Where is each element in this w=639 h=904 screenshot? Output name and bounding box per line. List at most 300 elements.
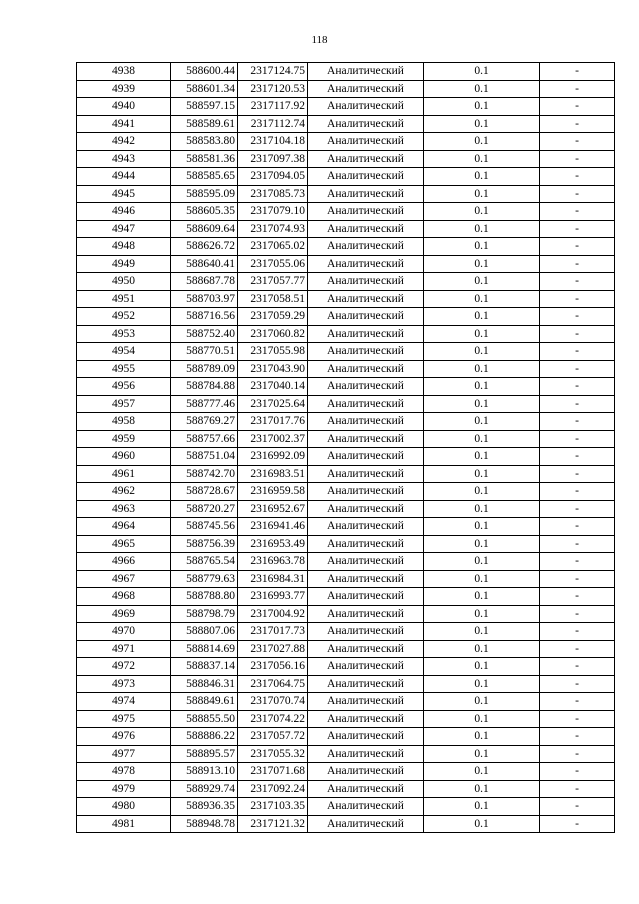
accuracy-cell: 0.1 [424, 710, 540, 728]
y-coordinate-cell: 2317085.73 [238, 185, 308, 203]
accuracy-cell: 0.1 [424, 203, 540, 221]
y-coordinate-cell: 2317079.10 [238, 203, 308, 221]
accuracy-cell: 0.1 [424, 658, 540, 676]
x-coordinate-cell: 588789.09 [171, 360, 238, 378]
table-row [77, 115, 615, 133]
accuracy-cell: 0.1 [424, 115, 540, 133]
x-coordinate-cell: 588752.40 [171, 325, 238, 343]
x-coordinate-cell: 588595.09 [171, 185, 238, 203]
table-row [77, 623, 615, 641]
description-cell: - [540, 763, 615, 781]
accuracy-cell: 0.1 [424, 80, 540, 98]
table-row [77, 220, 615, 238]
table-row [77, 693, 615, 711]
table-row [77, 553, 615, 571]
table-row [77, 500, 615, 518]
method-cell: Аналитический [308, 63, 424, 81]
point-number-cell: 4978 [77, 763, 171, 781]
table-row [77, 675, 615, 693]
y-coordinate-cell: 2317060.82 [238, 325, 308, 343]
x-coordinate-cell: 588777.46 [171, 395, 238, 413]
y-coordinate-cell: 2317104.18 [238, 133, 308, 151]
y-coordinate-cell: 2317064.75 [238, 675, 308, 693]
accuracy-cell: 0.1 [424, 413, 540, 431]
accuracy-cell: 0.1 [424, 395, 540, 413]
description-cell: - [540, 168, 615, 186]
point-number-cell: 4960 [77, 448, 171, 466]
y-coordinate-cell: 2317057.72 [238, 728, 308, 746]
point-number-cell: 4979 [77, 780, 171, 798]
point-number-cell: 4959 [77, 430, 171, 448]
point-number-cell: 4969 [77, 605, 171, 623]
method-cell: Аналитический [308, 343, 424, 361]
method-cell: Аналитический [308, 605, 424, 623]
x-coordinate-cell: 588585.65 [171, 168, 238, 186]
method-cell: Аналитический [308, 80, 424, 98]
y-coordinate-cell: 2317025.64 [238, 395, 308, 413]
x-coordinate-cell: 588640.41 [171, 255, 238, 273]
description-cell: - [540, 343, 615, 361]
table-row [77, 430, 615, 448]
point-number-cell: 4958 [77, 413, 171, 431]
method-cell: Аналитический [308, 675, 424, 693]
x-coordinate-cell: 588600.44 [171, 63, 238, 81]
method-cell: Аналитический [308, 780, 424, 798]
method-cell: Аналитический [308, 378, 424, 396]
method-cell: Аналитический [308, 500, 424, 518]
table-row [77, 570, 615, 588]
accuracy-cell: 0.1 [424, 185, 540, 203]
accuracy-cell: 0.1 [424, 430, 540, 448]
method-cell: Аналитический [308, 623, 424, 641]
method-cell: Аналитический [308, 185, 424, 203]
x-coordinate-cell: 588742.70 [171, 465, 238, 483]
y-coordinate-cell: 2317057.77 [238, 273, 308, 291]
accuracy-cell: 0.1 [424, 535, 540, 553]
accuracy-cell: 0.1 [424, 343, 540, 361]
y-coordinate-cell: 2316952.67 [238, 500, 308, 518]
accuracy-cell: 0.1 [424, 308, 540, 326]
point-number-cell: 4967 [77, 570, 171, 588]
point-number-cell: 4955 [77, 360, 171, 378]
y-coordinate-cell: 2316993.77 [238, 588, 308, 606]
y-coordinate-cell: 2317112.74 [238, 115, 308, 133]
accuracy-cell: 0.1 [424, 63, 540, 81]
description-cell: - [540, 430, 615, 448]
method-cell: Аналитический [308, 220, 424, 238]
accuracy-cell: 0.1 [424, 273, 540, 291]
method-cell: Аналитический [308, 658, 424, 676]
method-cell: Аналитический [308, 570, 424, 588]
accuracy-cell: 0.1 [424, 518, 540, 536]
description-cell: - [540, 465, 615, 483]
x-coordinate-cell: 588769.27 [171, 413, 238, 431]
table-row [77, 640, 615, 658]
table-row [77, 448, 615, 466]
method-cell: Аналитический [308, 203, 424, 221]
point-number-cell: 4977 [77, 745, 171, 763]
y-coordinate-cell: 2317074.93 [238, 220, 308, 238]
y-coordinate-cell: 2317002.37 [238, 430, 308, 448]
description-cell: - [540, 308, 615, 326]
y-coordinate-cell: 2317043.90 [238, 360, 308, 378]
accuracy-cell: 0.1 [424, 780, 540, 798]
method-cell: Аналитический [308, 798, 424, 816]
point-number-cell: 4944 [77, 168, 171, 186]
accuracy-cell: 0.1 [424, 150, 540, 168]
accuracy-cell: 0.1 [424, 798, 540, 816]
point-number-cell: 4976 [77, 728, 171, 746]
method-cell: Аналитический [308, 448, 424, 466]
method-cell: Аналитический [308, 290, 424, 308]
accuracy-cell: 0.1 [424, 693, 540, 711]
x-coordinate-cell: 588846.31 [171, 675, 238, 693]
x-coordinate-cell: 588798.79 [171, 605, 238, 623]
table-row [77, 728, 615, 746]
x-coordinate-cell: 588581.36 [171, 150, 238, 168]
x-coordinate-cell: 588948.78 [171, 815, 238, 833]
accuracy-cell: 0.1 [424, 588, 540, 606]
table-row [77, 483, 615, 501]
x-coordinate-cell: 588784.88 [171, 378, 238, 396]
method-cell: Аналитический [308, 255, 424, 273]
x-coordinate-cell: 588886.22 [171, 728, 238, 746]
method-cell: Аналитический [308, 273, 424, 291]
method-cell: Аналитический [308, 325, 424, 343]
method-cell: Аналитический [308, 640, 424, 658]
description-cell: - [540, 255, 615, 273]
method-cell: Аналитический [308, 483, 424, 501]
method-cell: Аналитический [308, 150, 424, 168]
table-row [77, 798, 615, 816]
method-cell: Аналитический [308, 763, 424, 781]
accuracy-cell: 0.1 [424, 220, 540, 238]
description-cell: - [540, 325, 615, 343]
table-row [77, 168, 615, 186]
point-number-cell: 4981 [77, 815, 171, 833]
description-cell: - [540, 203, 615, 221]
x-coordinate-cell: 588716.56 [171, 308, 238, 326]
x-coordinate-cell: 588751.04 [171, 448, 238, 466]
y-coordinate-cell: 2316963.78 [238, 553, 308, 571]
table-row [77, 360, 615, 378]
description-cell: - [540, 728, 615, 746]
table-row [77, 395, 615, 413]
x-coordinate-cell: 588720.27 [171, 500, 238, 518]
y-coordinate-cell: 2316941.46 [238, 518, 308, 536]
description-cell: - [540, 395, 615, 413]
description-cell: - [540, 518, 615, 536]
method-cell: Аналитический [308, 413, 424, 431]
x-coordinate-cell: 588895.57 [171, 745, 238, 763]
point-number-cell: 4943 [77, 150, 171, 168]
description-cell: - [540, 693, 615, 711]
point-number-cell: 4951 [77, 290, 171, 308]
y-coordinate-cell: 2317071.68 [238, 763, 308, 781]
description-cell: - [540, 570, 615, 588]
y-coordinate-cell: 2317092.24 [238, 780, 308, 798]
description-cell: - [540, 185, 615, 203]
point-number-cell: 4938 [77, 63, 171, 81]
accuracy-cell: 0.1 [424, 623, 540, 641]
accuracy-cell: 0.1 [424, 553, 540, 571]
description-cell: - [540, 80, 615, 98]
table-row [77, 815, 615, 833]
method-cell: Аналитический [308, 168, 424, 186]
point-number-cell: 4942 [77, 133, 171, 151]
method-cell: Аналитический [308, 815, 424, 833]
y-coordinate-cell: 2317055.06 [238, 255, 308, 273]
table-row [77, 710, 615, 728]
x-coordinate-cell: 588745.56 [171, 518, 238, 536]
point-number-cell: 4957 [77, 395, 171, 413]
table-row [77, 763, 615, 781]
y-coordinate-cell: 2317120.53 [238, 80, 308, 98]
y-coordinate-cell: 2317103.35 [238, 798, 308, 816]
description-cell: - [540, 238, 615, 256]
y-coordinate-cell: 2317059.29 [238, 308, 308, 326]
point-number-cell: 4961 [77, 465, 171, 483]
table-row [77, 325, 615, 343]
accuracy-cell: 0.1 [424, 290, 540, 308]
description-cell: - [540, 553, 615, 571]
point-number-cell: 4974 [77, 693, 171, 711]
method-cell: Аналитический [308, 588, 424, 606]
x-coordinate-cell: 588765.54 [171, 553, 238, 571]
y-coordinate-cell: 2316953.49 [238, 535, 308, 553]
accuracy-cell: 0.1 [424, 815, 540, 833]
y-coordinate-cell: 2317065.02 [238, 238, 308, 256]
table-row [77, 343, 615, 361]
point-number-cell: 4946 [77, 203, 171, 221]
accuracy-cell: 0.1 [424, 605, 540, 623]
x-coordinate-cell: 588814.69 [171, 640, 238, 658]
description-cell: - [540, 413, 615, 431]
x-coordinate-cell: 588913.10 [171, 763, 238, 781]
x-coordinate-cell: 588597.15 [171, 98, 238, 116]
accuracy-cell: 0.1 [424, 570, 540, 588]
accuracy-cell: 0.1 [424, 133, 540, 151]
description-cell: - [540, 815, 615, 833]
description-cell: - [540, 220, 615, 238]
accuracy-cell: 0.1 [424, 745, 540, 763]
x-coordinate-cell: 588757.66 [171, 430, 238, 448]
accuracy-cell: 0.1 [424, 483, 540, 501]
x-coordinate-cell: 588601.34 [171, 80, 238, 98]
method-cell: Аналитический [308, 518, 424, 536]
method-cell: Аналитический [308, 693, 424, 711]
point-number-cell: 4948 [77, 238, 171, 256]
point-number-cell: 4963 [77, 500, 171, 518]
point-number-cell: 4968 [77, 588, 171, 606]
x-coordinate-cell: 588605.35 [171, 203, 238, 221]
y-coordinate-cell: 2317094.05 [238, 168, 308, 186]
description-cell: - [540, 63, 615, 81]
point-number-cell: 4956 [77, 378, 171, 396]
point-number-cell: 4962 [77, 483, 171, 501]
x-coordinate-cell: 588770.51 [171, 343, 238, 361]
description-cell: - [540, 640, 615, 658]
table-row [77, 80, 615, 98]
point-number-cell: 4953 [77, 325, 171, 343]
table-row [77, 588, 615, 606]
y-coordinate-cell: 2317056.16 [238, 658, 308, 676]
y-coordinate-cell: 2317055.98 [238, 343, 308, 361]
description-cell: - [540, 623, 615, 641]
method-cell: Аналитический [308, 430, 424, 448]
description-cell: - [540, 588, 615, 606]
method-cell: Аналитический [308, 395, 424, 413]
x-coordinate-cell: 588626.72 [171, 238, 238, 256]
y-coordinate-cell: 2317070.74 [238, 693, 308, 711]
y-coordinate-cell: 2317040.14 [238, 378, 308, 396]
description-cell: - [540, 290, 615, 308]
table-row [77, 290, 615, 308]
table-row [77, 255, 615, 273]
accuracy-cell: 0.1 [424, 465, 540, 483]
method-cell: Аналитический [308, 238, 424, 256]
method-cell: Аналитический [308, 465, 424, 483]
description-cell: - [540, 798, 615, 816]
table-row [77, 780, 615, 798]
point-number-cell: 4947 [77, 220, 171, 238]
y-coordinate-cell: 2317017.76 [238, 413, 308, 431]
x-coordinate-cell: 588589.61 [171, 115, 238, 133]
coordinates-table [76, 62, 615, 833]
x-coordinate-cell: 588849.61 [171, 693, 238, 711]
y-coordinate-cell: 2317055.32 [238, 745, 308, 763]
y-coordinate-cell: 2317097.38 [238, 150, 308, 168]
accuracy-cell: 0.1 [424, 500, 540, 518]
x-coordinate-cell: 588855.50 [171, 710, 238, 728]
method-cell: Аналитический [308, 553, 424, 571]
table-row [77, 63, 615, 81]
description-cell: - [540, 675, 615, 693]
method-cell: Аналитический [308, 308, 424, 326]
point-number-cell: 4954 [77, 343, 171, 361]
table-row [77, 203, 615, 221]
method-cell: Аналитический [308, 115, 424, 133]
description-cell: - [540, 133, 615, 151]
point-number-cell: 4939 [77, 80, 171, 98]
description-cell: - [540, 483, 615, 501]
method-cell: Аналитический [308, 98, 424, 116]
description-cell: - [540, 150, 615, 168]
y-coordinate-cell: 2317017.73 [238, 623, 308, 641]
point-number-cell: 4952 [77, 308, 171, 326]
point-number-cell: 4941 [77, 115, 171, 133]
table-row [77, 605, 615, 623]
method-cell: Аналитический [308, 535, 424, 553]
accuracy-cell: 0.1 [424, 360, 540, 378]
description-cell: - [540, 115, 615, 133]
table-row [77, 150, 615, 168]
description-cell: - [540, 378, 615, 396]
table-row [77, 238, 615, 256]
y-coordinate-cell: 2317027.88 [238, 640, 308, 658]
method-cell: Аналитический [308, 728, 424, 746]
method-cell: Аналитический [308, 745, 424, 763]
x-coordinate-cell: 588687.78 [171, 273, 238, 291]
x-coordinate-cell: 588703.97 [171, 290, 238, 308]
description-cell: - [540, 605, 615, 623]
x-coordinate-cell: 588609.64 [171, 220, 238, 238]
description-cell: - [540, 273, 615, 291]
point-number-cell: 4973 [77, 675, 171, 693]
accuracy-cell: 0.1 [424, 675, 540, 693]
accuracy-cell: 0.1 [424, 640, 540, 658]
page-number: 118 [311, 34, 328, 46]
table-row [77, 658, 615, 676]
y-coordinate-cell: 2317074.22 [238, 710, 308, 728]
point-number-cell: 4972 [77, 658, 171, 676]
coordinates-table-body [77, 63, 615, 833]
y-coordinate-cell: 2317004.92 [238, 605, 308, 623]
method-cell: Аналитический [308, 360, 424, 378]
accuracy-cell: 0.1 [424, 255, 540, 273]
x-coordinate-cell: 588779.63 [171, 570, 238, 588]
x-coordinate-cell: 588728.67 [171, 483, 238, 501]
point-number-cell: 4971 [77, 640, 171, 658]
y-coordinate-cell: 2316992.09 [238, 448, 308, 466]
accuracy-cell: 0.1 [424, 238, 540, 256]
y-coordinate-cell: 2317124.75 [238, 63, 308, 81]
y-coordinate-cell: 2317058.51 [238, 290, 308, 308]
point-number-cell: 4975 [77, 710, 171, 728]
x-coordinate-cell: 588788.80 [171, 588, 238, 606]
table-row [77, 535, 615, 553]
method-cell: Аналитический [308, 133, 424, 151]
description-cell: - [540, 780, 615, 798]
point-number-cell: 4966 [77, 553, 171, 571]
x-coordinate-cell: 588929.74 [171, 780, 238, 798]
y-coordinate-cell: 2317121.32 [238, 815, 308, 833]
accuracy-cell: 0.1 [424, 763, 540, 781]
description-cell: - [540, 745, 615, 763]
table-row [77, 308, 615, 326]
description-cell: - [540, 98, 615, 116]
point-number-cell: 4965 [77, 535, 171, 553]
point-number-cell: 4980 [77, 798, 171, 816]
point-number-cell: 4950 [77, 273, 171, 291]
table-row [77, 273, 615, 291]
method-cell: Аналитический [308, 710, 424, 728]
y-coordinate-cell: 2316959.58 [238, 483, 308, 501]
accuracy-cell: 0.1 [424, 325, 540, 343]
description-cell: - [540, 448, 615, 466]
point-number-cell: 4964 [77, 518, 171, 536]
point-number-cell: 4949 [77, 255, 171, 273]
point-number-cell: 4970 [77, 623, 171, 641]
point-number-cell: 4940 [77, 98, 171, 116]
x-coordinate-cell: 588583.80 [171, 133, 238, 151]
table-row [77, 185, 615, 203]
x-coordinate-cell: 588807.06 [171, 623, 238, 641]
description-cell: - [540, 535, 615, 553]
table-row [77, 378, 615, 396]
y-coordinate-cell: 2316984.31 [238, 570, 308, 588]
table-row [77, 98, 615, 116]
point-number-cell: 4945 [77, 185, 171, 203]
x-coordinate-cell: 588936.35 [171, 798, 238, 816]
y-coordinate-cell: 2316983.51 [238, 465, 308, 483]
table-row [77, 413, 615, 431]
x-coordinate-cell: 588837.14 [171, 658, 238, 676]
accuracy-cell: 0.1 [424, 378, 540, 396]
accuracy-cell: 0.1 [424, 728, 540, 746]
accuracy-cell: 0.1 [424, 168, 540, 186]
table-row [77, 133, 615, 151]
